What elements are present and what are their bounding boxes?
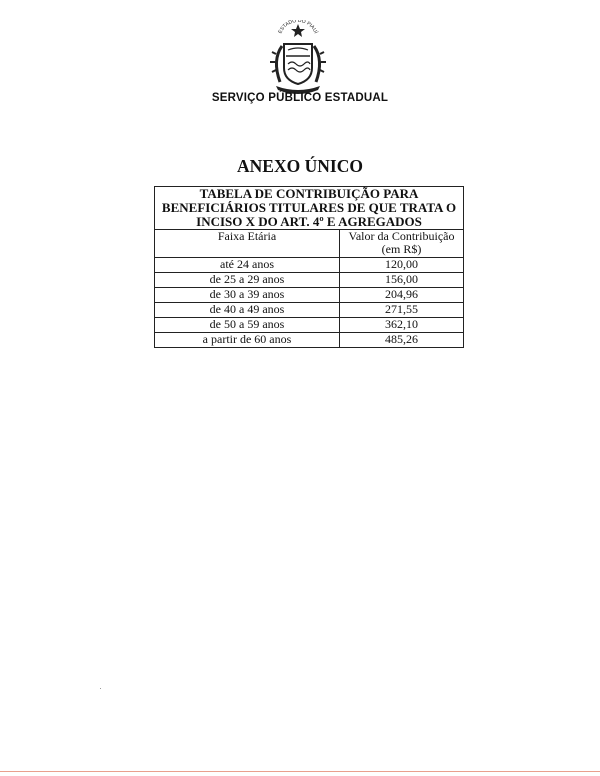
caption-line: INCISO X DO ART. 4º E AGREGADOS [196,214,422,229]
column-header-valor-line: (em R$) [381,242,422,256]
crest-lettering: ESTADO DO PIAUÍ [277,20,319,35]
annex-title: ANEXO ÚNICO [237,156,363,176]
table-row [155,318,464,333]
table-row [155,303,464,318]
cell-faixa: de 50 a 59 anos [155,318,340,333]
table-caption-row [155,187,464,230]
cell-valor: 271,55 [340,303,464,318]
cell-faixa: de 25 a 29 anos [155,273,340,288]
organization-name: SERVIÇO PÚBLICO ESTADUAL [211,92,389,104]
cell-faixa: de 40 a 49 anos [155,303,340,318]
cell-valor: 156,00 [340,273,464,288]
table-row [155,273,464,288]
table-caption [155,187,464,230]
cell-valor: 120,00 [340,258,464,273]
table-row [155,288,464,303]
cell-valor: 204,96 [340,288,464,303]
table-header-row [155,230,464,258]
column-header-faixa: Faixa Etária [155,230,340,258]
scan-speck [100,688,101,689]
state-coat-of-arms-icon [264,20,332,96]
table-row [155,333,464,348]
caption-line: BENEFICIÁRIOS TITULARES DE QUE TRATA O [161,200,457,215]
page-edge-line [0,771,600,772]
cell-faixa: até 24 anos [155,258,340,273]
cell-faixa: a partir de 60 anos [155,333,340,348]
cell-valor: 485,26 [340,333,464,348]
contribution-table [154,186,464,348]
cell-valor: 362,10 [340,318,464,333]
column-header-valor [340,230,464,258]
caption-line: TABELA DE CONTRIBUIÇÃO PARA [199,186,419,201]
cell-faixa: de 30 a 39 anos [155,288,340,303]
table-row [155,258,464,273]
column-header-valor-line: Valor da Contribuição [348,229,455,243]
